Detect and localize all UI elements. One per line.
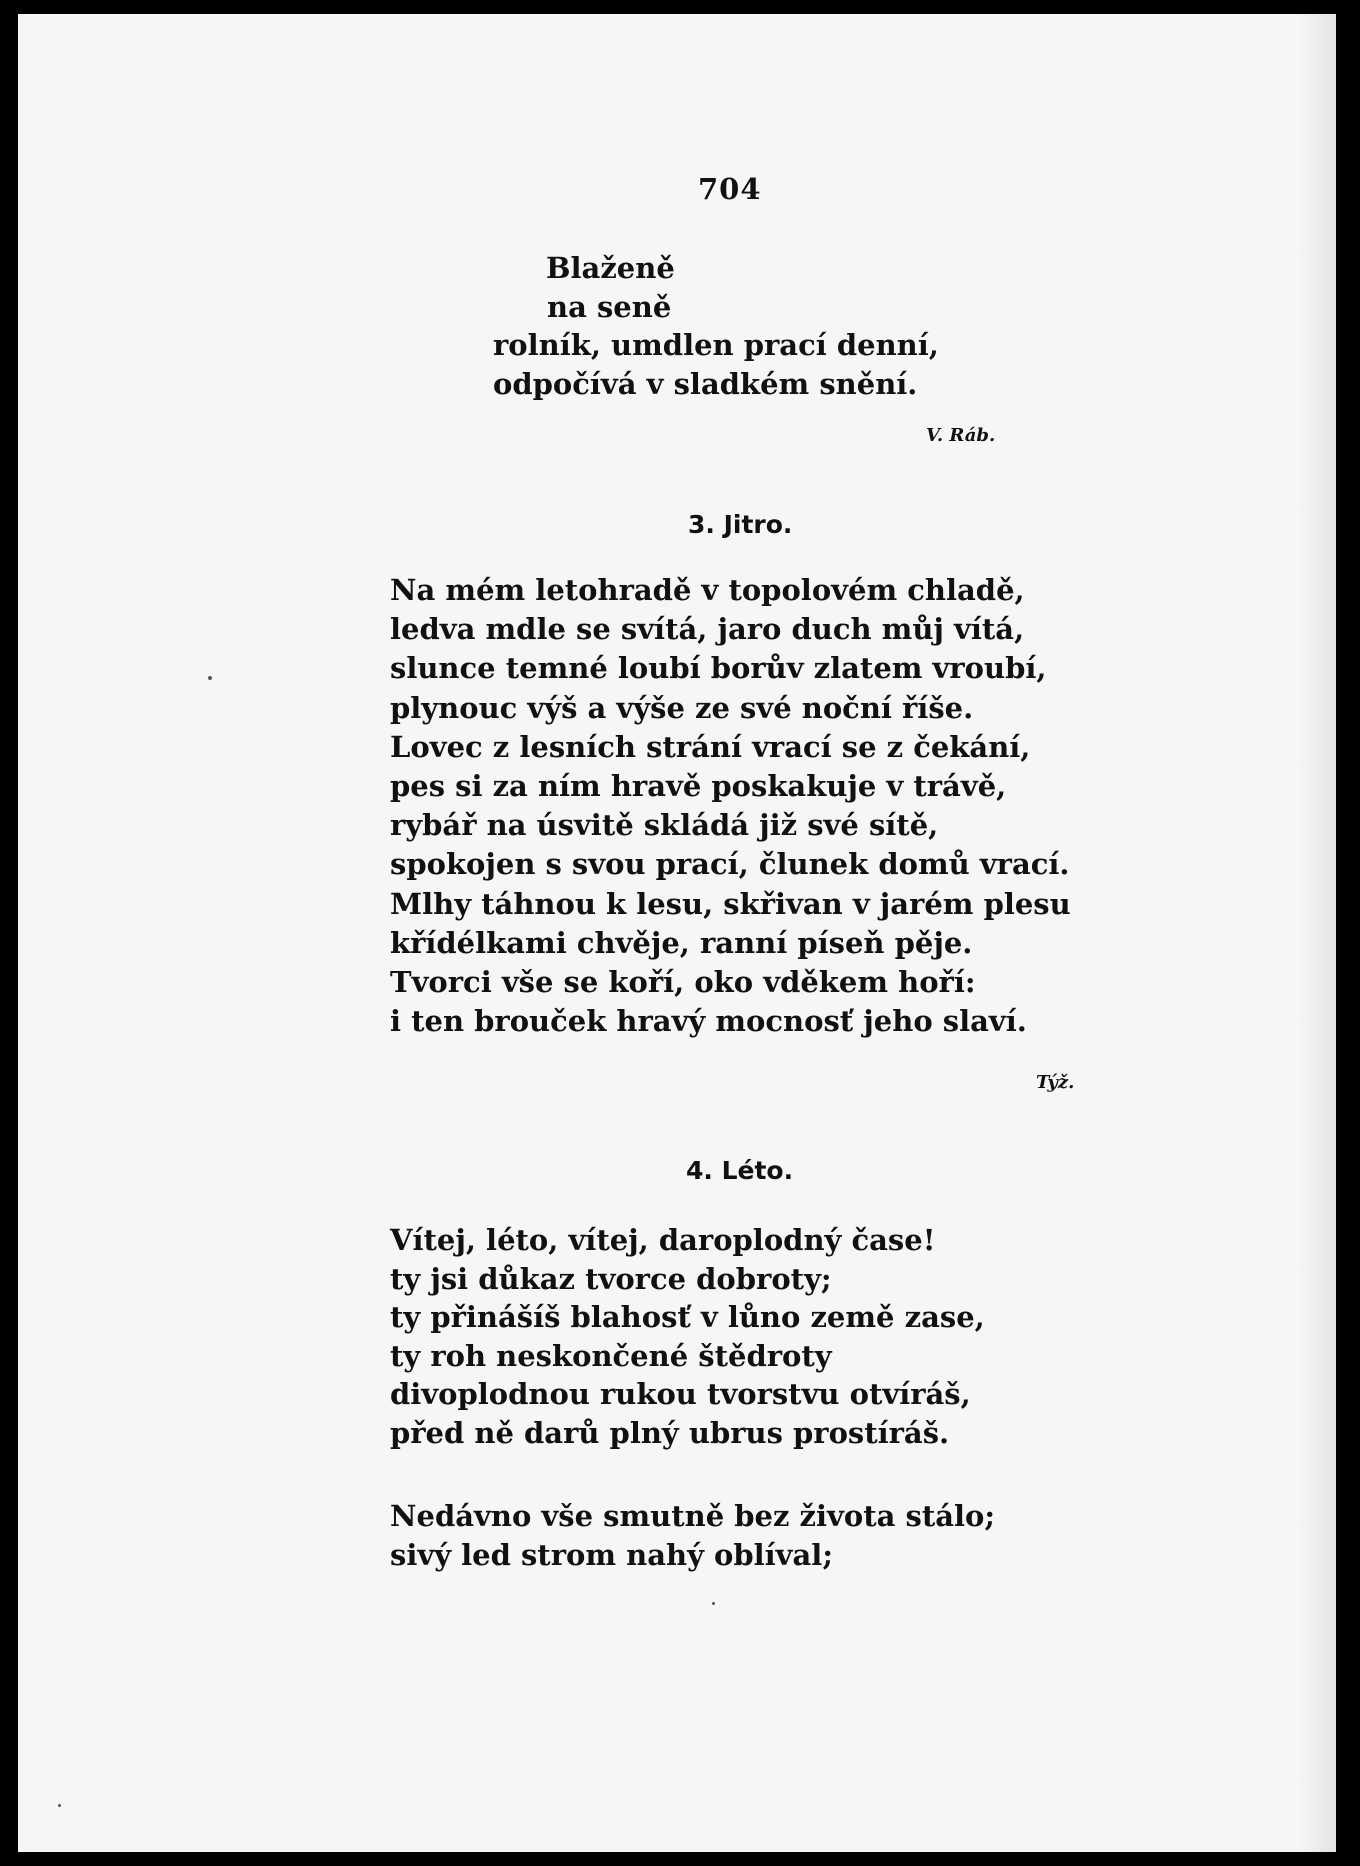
section-title: 4. Léto.: [686, 1156, 794, 1185]
poem-line: Blaženě: [546, 251, 675, 285]
author-attribution: V. Ráb.: [926, 425, 996, 446]
poem-line: ty přinášíš blahosť v lůno země zase,: [390, 1300, 985, 1334]
section-title: 3. Jitro.: [688, 510, 793, 539]
poem-line: pes si za ním hravě poskakuje v trávě,: [390, 769, 1007, 804]
print-speck: [208, 676, 212, 680]
poem-line: rybář na úsvitě skládá již své sítě,: [390, 808, 939, 843]
poem-line: odpočívá v sladkém snění.: [493, 366, 918, 401]
poem-stanza: [390, 571, 1071, 1041]
poem-stanza: [390, 1221, 985, 1452]
print-speck: [58, 1804, 61, 1807]
poem-line: Tvorci vše se koří, oko vděkem hoří:: [390, 965, 976, 1000]
poem-line: ledva mdle se svítá, jaro duch můj vítá,: [390, 612, 1025, 647]
poem-line: před ně darů plný ubrus prostíráš.: [390, 1415, 950, 1450]
poem-line: Mlhy táhnou k lesu, skřivan v jarém plesu: [390, 886, 1071, 921]
poem-stanza: [390, 1497, 995, 1574]
poem-line: sivý led strom nahý oblíval;: [390, 1537, 834, 1572]
poem-line: na seně: [547, 289, 672, 324]
poem-line: plynouc výš a výše ze své noční říše.: [390, 690, 974, 725]
poem-line: Vítej, léto, vítej, daroplodný čase!: [390, 1223, 936, 1257]
poem-fragment-stanza: [493, 249, 939, 403]
poem-line: Nedávno vše smutně bez života stálo;: [390, 1499, 996, 1533]
author-attribution: Týž.: [1036, 1072, 1075, 1093]
poem-line: Lovec z lesních strání vrací se z čekání,: [390, 729, 1031, 764]
poem-line: Na mém letohradě v topolovém chladě,: [390, 573, 1025, 607]
page-number: 704: [698, 172, 762, 206]
poem-line: ty roh neskončené štědroty: [390, 1338, 832, 1373]
book-page: [18, 14, 1336, 1852]
poem-line: křídélkami chvěje, ranní píseň pěje.: [390, 925, 973, 960]
poem-line: slunce temné loubí borův zlatem vroubí,: [390, 651, 1047, 686]
poem-line: ty jsi důkaz tvorce dobroty;: [390, 1261, 832, 1296]
poem-line: divoplodnou rukou tvorstvu otvíráš,: [390, 1377, 971, 1411]
print-speck: [712, 1602, 715, 1605]
poem-line: i ten brouček hravý mocnosť jeho slaví.: [390, 1004, 1027, 1039]
poem-line: rolník, umdlen prací denní,: [493, 328, 939, 362]
poem-line: spokojen s svou prací, člunek domů vrací.: [390, 847, 1070, 882]
